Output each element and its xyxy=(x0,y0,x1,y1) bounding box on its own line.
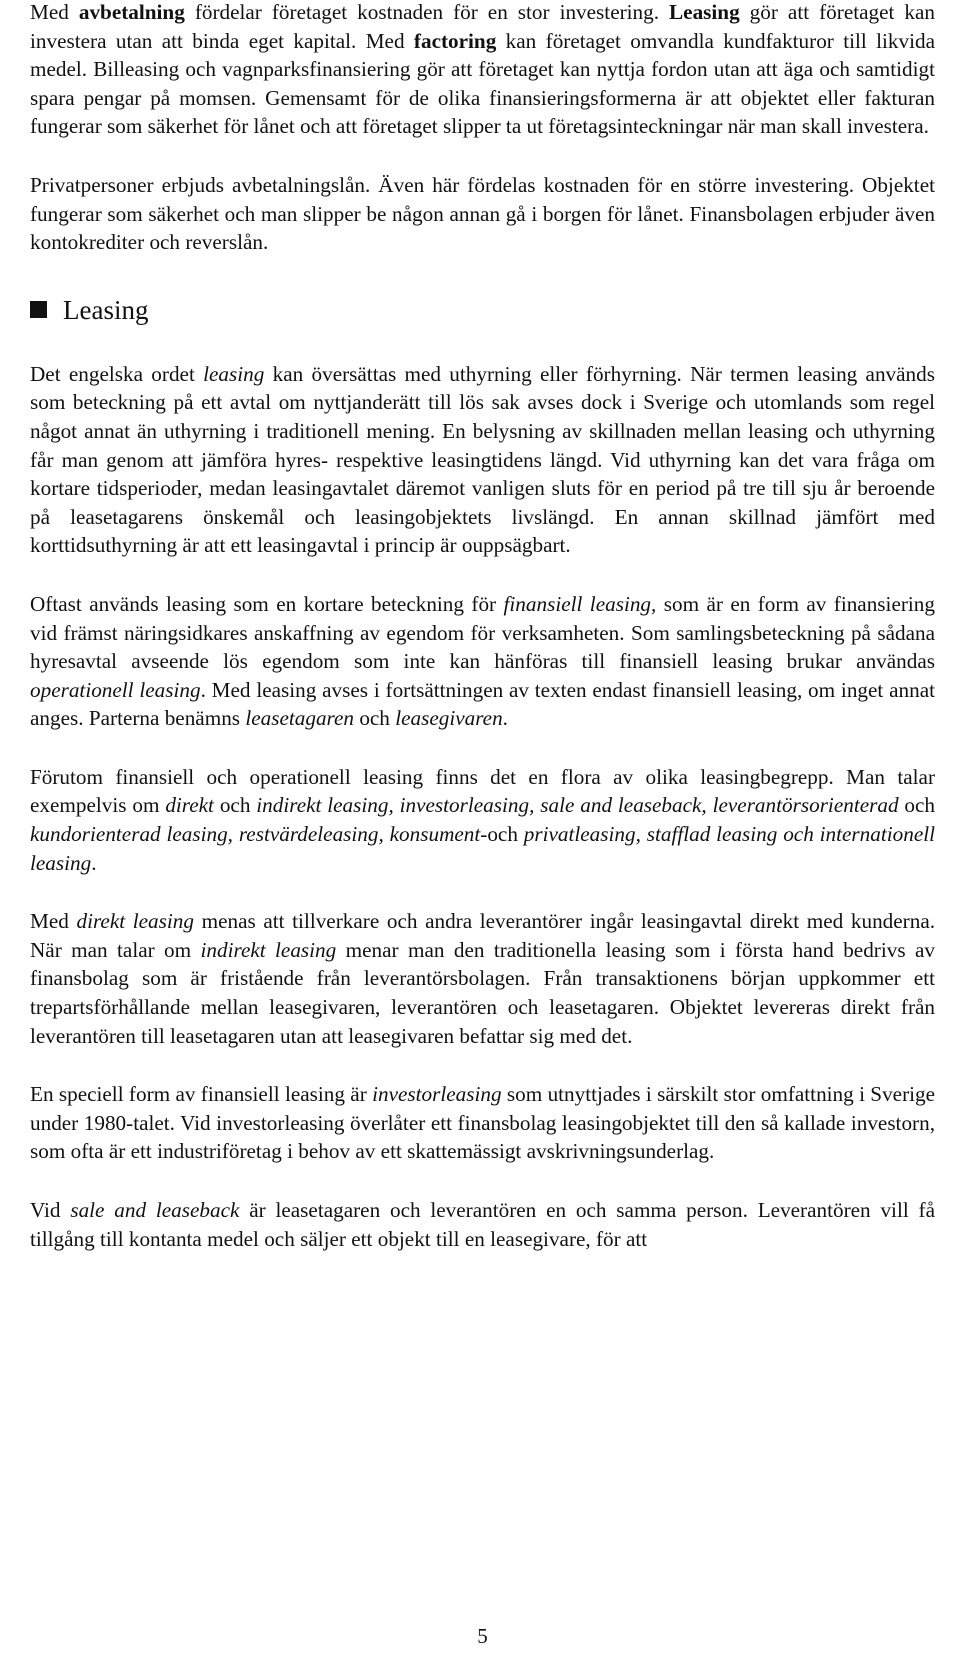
paragraph-private: Privatpersoner erbjuds avbetalningslån. Även här fördelas kostnaden för en större investering. Objektet fungerar som säkerhet och man slipper be någon annan gå i borgen för lånet. Finansbolagen erbjuder även kontokrediter och reverslån. xyxy=(30,172,935,255)
italic-term: leasing xyxy=(203,361,265,386)
heading-text: Leasing xyxy=(63,294,149,325)
italic-term: kundorienterad leasing, restvärdeleasing, konsument xyxy=(30,822,481,847)
text: och xyxy=(213,793,257,818)
text: kan företaget omvandla kundfakturor till likvida medel. Billeasing och vagnparksfinansiering gör att företaget kan nyttja fordon utan att äga och samtidigt spara pengar på momsen. Gemensamt för de olika finansieringsformerna är att objektet eller fakturan fungerar som säkerhet för lånet och att företaget slipper ta ut företagsinteckningar när man skall investera. xyxy=(30,28,935,139)
square-bullet-icon xyxy=(30,301,47,318)
italic-term: operationell leasing xyxy=(30,677,201,702)
text: Med xyxy=(30,0,79,24)
italic-term: sale and leaseback xyxy=(70,1198,240,1222)
text: En speciell form av finansiell leasing är xyxy=(30,1082,373,1107)
italic-term: leasetagaren xyxy=(245,706,355,731)
italic-term: indirekt leasing, investorleasing, sale and leaseback, leverantörsorienterad xyxy=(256,793,899,818)
text: kan översättas med uthyrning eller förhyrning. När termen leasing används som beteckning på ett avtal om nyttjanderätt till lös sak avses dock i Sverige och utomlands som regel något annat än uthyrning i traditionell mening. En belysning av skillnaden mellan leasing och uthyrning får man genom att jämföra hyres- respektive leasingtidens längd. Vid uthyrning kan det vara fråga om kortare tidsperioder, medan leasingavtalet däremot vanligen sluts för en period på tre till sju år beroende på leasetagarens önskemål och leasingobjektets livslängd. En annan skillnad jämfört med korttidsuthyrning är att ett leasingavtal i princip är ouppsägbart. xyxy=(30,361,935,558)
text: Oftast används leasing som en kortare beteckning för xyxy=(30,591,504,616)
paragraph-intro xyxy=(30,0,935,141)
text: . xyxy=(502,706,508,731)
paragraph-definition xyxy=(30,360,935,560)
text: Det engelska ordet xyxy=(30,361,204,386)
italic-term: finansiell leasing, xyxy=(503,591,657,616)
paragraph-sale-leaseback xyxy=(30,1196,935,1253)
bold-term-avbetalning: avbetalning xyxy=(78,0,185,24)
document-page xyxy=(30,0,936,1648)
text: . Med leasing avses i fortsättningen av texten endast finansiell leasing, om inget annat anges. Parterna benämns xyxy=(30,677,935,731)
text: gör att företaget kan investera utan att binda eget kapital. Med xyxy=(30,0,935,53)
text: och xyxy=(354,706,396,731)
paragraph-financial xyxy=(30,590,935,733)
page-number: 5 xyxy=(477,1624,488,1648)
text: Vid xyxy=(30,1198,71,1222)
paragraph-flora xyxy=(30,763,935,877)
text: är leasetagaren och leverantören en och samma person. Leverantören vill få tillgång till kontanta medel och säljer ett objekt till en leasegivare, för att xyxy=(30,1198,935,1251)
paragraph-investor xyxy=(30,1080,935,1166)
bold-term-factoring: factoring xyxy=(413,28,497,53)
text: Förutom finansiell och operationell leasing finns det en flora av olika leasingbegrepp. Man talar exempelvis om xyxy=(30,764,935,818)
text: -och xyxy=(480,822,524,847)
text: Med xyxy=(30,909,77,934)
text: fördelar företaget kostnaden för en stor investering. xyxy=(184,0,670,24)
text: menas att tillverkare och andra leverantörer ingår leasingavtal direkt med kunderna. När man talar om xyxy=(30,909,936,962)
text: och xyxy=(898,793,936,818)
section-heading xyxy=(30,290,935,330)
italic-term: leasegivaren xyxy=(395,706,503,731)
text: som utnyttjades i särskilt stor omfattning i Sverige under 1980-talet. Vid investorleasing överlåter ett finansbolag leasingobjektet till den så kallade investorn, som ofta är ett industriföretag i behov av ett skattemässigt avskrivningsunderlag. xyxy=(30,1082,936,1164)
text: menar man den traditionella leasing som i första hand bedrivs av finansbolag som är fristående från leverantörsbolagen. Från transaktionens början uppkommer ett trepartsförhållande mellan leasegivaren, leverantören och leasetagaren. Objektet levereras direkt från leverantören till leasetagaren utan att leasegivaren befattar sig med det. xyxy=(30,937,935,1048)
italic-term: privatleasing, stafflad leasing och internationell leasing xyxy=(30,822,935,875)
italic-term: indirekt leasing xyxy=(200,937,337,962)
text: . xyxy=(91,850,97,875)
paragraph-direct xyxy=(30,907,935,1050)
italic-term: direkt leasing xyxy=(76,909,194,934)
italic-term: investorleasing xyxy=(372,1082,502,1107)
bold-term-leasing: Leasing xyxy=(669,0,740,24)
text: som är en form av finansiering vid främst näringsidkares anskaffning av egendom för verksamheten. Som samlingsbeteckning på sådana hyresavtal avseende lös egendom som inte kan hänföras till finansiell leasing brukar användas xyxy=(30,591,935,674)
italic-term: direkt xyxy=(165,793,214,818)
